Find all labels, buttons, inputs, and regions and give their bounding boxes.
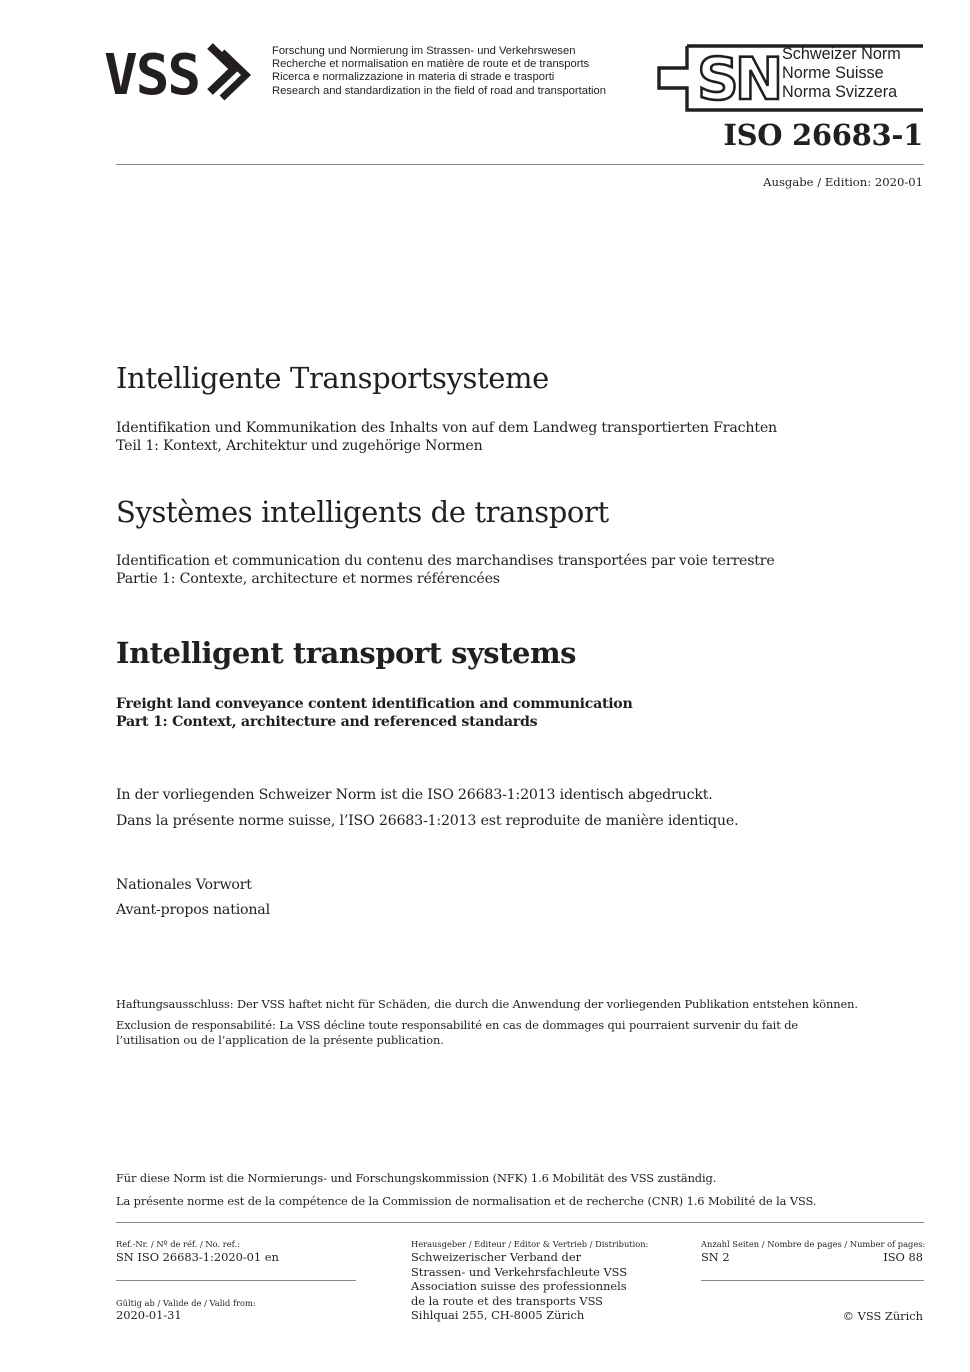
vss-tagline xyxy=(272,45,606,98)
national-foreword-german: Nationales Vorwort xyxy=(116,877,252,893)
subtitle-english-line-1: Freight land conveyance content identification and communication xyxy=(116,696,633,712)
sn-names xyxy=(782,45,901,103)
sn-name-it: Norma Svizzera xyxy=(782,83,898,102)
responsibility-french: La présente norme est de la compétence de la Commission de normalisation et de recherche (CNR) 1.6 Mobilité de la VSS. xyxy=(116,1194,817,1208)
vss-tagline-de: Forschung und Normierung im Strassen- und Verkehrswesen xyxy=(272,45,576,57)
publisher-line: Schweizerischer Verband der xyxy=(411,1250,582,1264)
page-count-sn: SN 2 xyxy=(701,1250,730,1264)
vss-tagline-fr: Recherche et normalisation en matière de route et de transports xyxy=(272,58,590,71)
vss-tagline-it: Ricerca e normalizzazione in materia di strade e trasporti xyxy=(272,71,555,84)
edition-label: Ausgabe / Edition: 2020-01 xyxy=(763,175,923,189)
title-english: Intelligent transport systems xyxy=(116,636,576,670)
valid-from-value: 2020-01-31 xyxy=(116,1308,182,1322)
vss-tagline-en: Research and standardization in the field of road and transportation xyxy=(272,84,606,97)
reference-number-label: Ref.-Nr. / Nº de réf. / No. ref.: xyxy=(116,1239,240,1249)
subtitle-english-line-2: Part 1: Context, architecture and referenced standards xyxy=(116,714,538,730)
subtitle-french-line-1: Identification et communication du contenu des marchandises transportées par voie terrestre xyxy=(116,553,775,569)
publisher-address xyxy=(411,1250,627,1323)
reference-number-value: SN ISO 26683-1:2020-01 en xyxy=(116,1250,279,1264)
publisher-line: de la route et des transports VSS xyxy=(411,1293,603,1308)
document-number: ISO 26683-1 xyxy=(723,118,923,152)
subtitle-german-line-2: Teil 1: Kontext, Architektur und zugehörige Normen xyxy=(116,438,483,454)
vss-logo-text: VSS xyxy=(104,43,200,102)
page-count-iso: ISO 88 xyxy=(883,1250,923,1264)
sn-name-de: Schweizer Norm xyxy=(782,45,901,63)
page-count-label: Anzahl Seiten / Nombre de pages / Number of pages: xyxy=(701,1239,926,1249)
disclaimer-french: Exclusion de responsabilité: La VSS décline toute responsabilité en cas de dommages qui pourraient survenir du fait de l’utilisation ou de l’application de la présente publication. xyxy=(116,1018,799,1047)
subtitle-french xyxy=(116,552,924,588)
valid-from-label: Gültig ab / Valide de / Valid from: xyxy=(116,1298,256,1308)
identical-note-french: Dans la présente norme suisse, l’ISO 26683-1:2013 est reproduite de manière identique. xyxy=(116,813,739,829)
sn-name-fr: Norme Suisse xyxy=(782,64,884,83)
subtitle-english xyxy=(116,695,924,731)
publisher-label: Herausgeber / Editeur / Editor & Vertrieb / Distribution: xyxy=(411,1239,649,1249)
disclaimer-german: Haftungsausschluss: Der VSS haftet nicht für Schäden, die durch die Anwendung der vorliegenden Publikation entstehen können. xyxy=(116,997,858,1011)
publisher-line: Association suisse des professionnels xyxy=(411,1279,627,1294)
national-foreword-french: Avant-propos national xyxy=(116,902,270,918)
footer-divider xyxy=(116,1222,924,1223)
sn-logo-text: SN xyxy=(697,45,780,112)
vss-logo xyxy=(104,40,266,102)
subtitle-french-line-2: Partie 1: Contexte, architecture et normes référencées xyxy=(116,571,500,587)
subtitle-german-line-1: Identifikation und Kommunikation des Inhalts von auf dem Landweg transportierten Frachten xyxy=(116,420,777,436)
copyright-notice: © VSS Zürich xyxy=(842,1309,923,1323)
identical-note-german: In der vorliegenden Schweizer Norm ist die ISO 26683-1:2013 identisch abgedruckt. xyxy=(116,787,713,803)
responsibility-german: Für diese Norm ist die Normierungs- und Forschungskommission (NFK) 1.6 Mobilität des VSS zuständig. xyxy=(116,1171,717,1185)
footer-rule-right xyxy=(701,1280,924,1281)
header-divider xyxy=(116,164,924,165)
footer-rule-left xyxy=(116,1280,356,1281)
publisher-line: Sihlquai 255, CH-8005 Zürich xyxy=(411,1308,585,1323)
publisher-line: Strassen- und Verkehrsfachleute VSS xyxy=(411,1264,628,1279)
title-french: Systèmes intelligents de transport xyxy=(116,495,609,529)
subtitle-german xyxy=(116,419,924,455)
title-german: Intelligente Transportsysteme xyxy=(116,361,549,395)
